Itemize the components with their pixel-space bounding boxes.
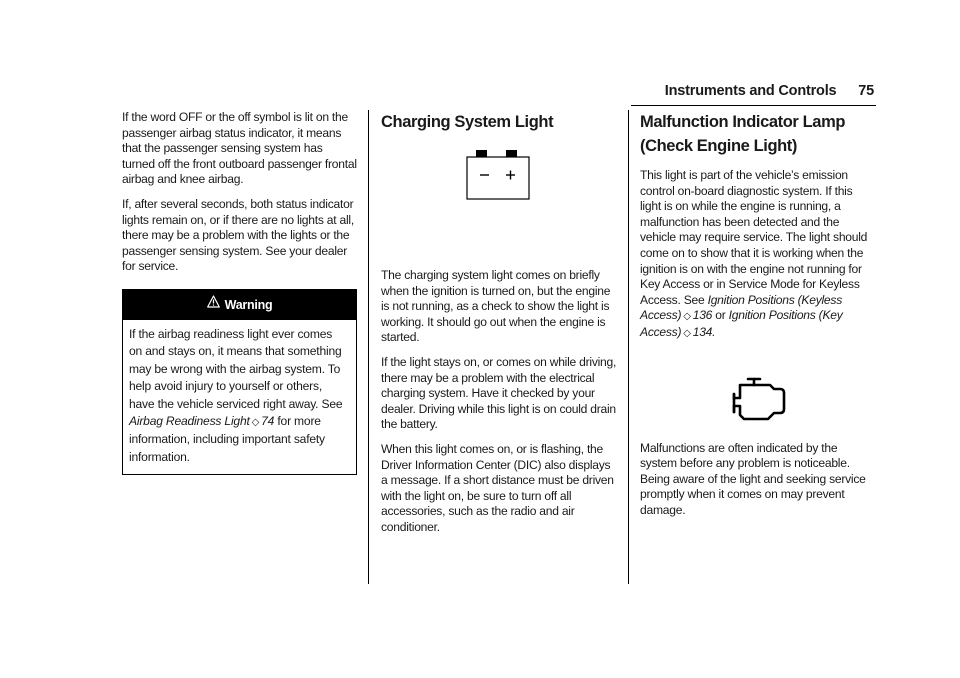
page-ref-number[interactable]: 74 (261, 413, 275, 428)
paragraph: If, after several seconds, both status indicator lights remain on, or if there are no lights at all, there may be a problem with the lights or the passenger sensing system. See your dealer for service. (122, 196, 354, 274)
page-ref-icon: ◇ (683, 327, 691, 339)
paragraph: If the light stays on, or comes on while driving, there may be a problem with the electrical charging system. Have it checked by your dealer. Driving while this light is on could drain the battery. (381, 354, 617, 432)
battery-icon (466, 150, 530, 205)
paragraph: If the word OFF or the off symbol is lit on the passenger airbag status indicator, it means that the passenger sensing system has turned off the front outboard passenger frontal airbag and knee airbag. (122, 110, 357, 187)
warning-body: If the airbag readiness light ever comes on and stays on, it means that something may be wrong with the airbag system. To help avoid injury to yourself or others, have the vehicle serviced right away. See Airbag Readiness Light ◇ 74 for more information, including important safety information. (129, 326, 343, 464)
battery-icon-block (381, 144, 617, 268)
check-engine-icon-block (640, 351, 875, 441)
page-ref-number[interactable]: 134 (692, 324, 713, 339)
cross-reference-link[interactable]: Ignition Positions (Key Access) (640, 308, 843, 339)
middle-column (381, 110, 617, 545)
page-number: 75 (858, 83, 874, 99)
section-title: Instruments and Controls (664, 83, 837, 99)
warning-triangle-icon (207, 289, 220, 319)
section-heading: Charging System Light (381, 113, 554, 131)
paragraph: The charging system light comes on briefly when the ignition is turned on, but the engine is not running, as a check to show the light is working. It should go out when the engine is started. (381, 268, 611, 345)
page-ref-icon: ◇ (683, 311, 691, 323)
column-divider-left (368, 110, 369, 584)
left-column (122, 110, 357, 475)
header-rule (631, 105, 876, 106)
check-engine-icon (726, 375, 790, 428)
right-column (640, 110, 875, 528)
warning-header (123, 290, 356, 320)
warning-title: Warning (224, 297, 273, 312)
paragraph: When this light comes on, or is flashing, the Driver Information Center (DIC) also displays a message. If a short distance must be driven with the light on, be sure to turn off all accessories, such as the radio and air conditioner. (381, 441, 614, 534)
paragraph: This light is part of the vehicle’s emission control on-board diagnostic system. If this light is on while the engine is running, a malfunction has been detected and the vehicle may require service. The light should come on to show that it is working when the ignition is on with the engine not running for Key Access or in Service Mode for Keyless Access. See Ignition Positions (Keyless Access) ◇ 136 or Ignition Positions (Key Access) ◇ 134. (640, 168, 875, 342)
cross-reference-link[interactable]: Ignition Positions (Keyless Access) (640, 292, 843, 323)
warning-box (122, 289, 357, 475)
page-ref-icon: ◇ (251, 416, 260, 428)
paragraph: Malfunctions are often indicated by the system before any problem is noticeable. Being aware of the light and seeking service promptly when it comes on may prevent damage. (640, 440, 866, 517)
cross-reference-link[interactable]: Airbag Readiness Light (129, 413, 250, 428)
column-divider-right (628, 110, 629, 584)
running-header (665, 83, 874, 99)
page-ref-number[interactable]: 136 (692, 308, 713, 323)
section-heading: Malfunction Indicator Lamp (Check Engine Light) (640, 113, 846, 155)
